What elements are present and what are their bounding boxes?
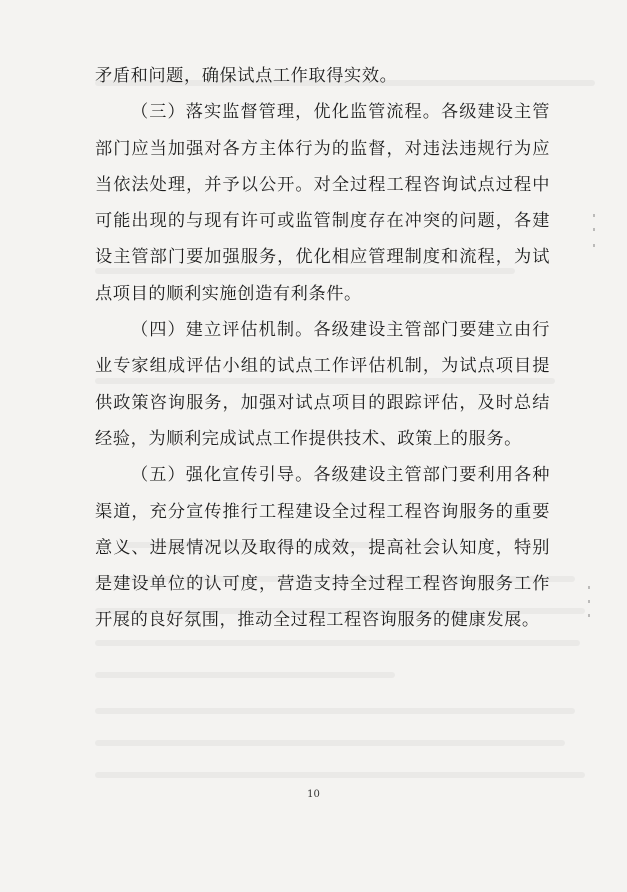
body-text	[95, 58, 550, 639]
page-number: 10	[307, 789, 320, 800]
paragraph-evaluation: （四）建立评估机制。各级建设主管部门要建立由行业专家组成评估小组的试点工作评估机制，为试点项目提供政策咨询服务，加强对试点项目的跟踪评估，及时总结经验，为顺利完成试点工作提供技术、政策上的服务。	[95, 320, 550, 449]
scan-speck	[593, 244, 595, 247]
bleed-through-line	[95, 740, 565, 746]
scan-speck	[593, 214, 595, 217]
paragraph-supervision: （三）落实监督管理，优化监管流程。各级建设主管部门应当加强对各方主体行为的监督，对违法违规行为应当依法处理，并予以公开。对全过程工程咨询试点过程中可能出现的与现有许可或监管制度存在冲突的问题，各建设主管部门要加强服务，优化相应管理制度和流程，为试点项目的顺利实施创造有利条件。	[95, 102, 550, 304]
paragraph-continuation: 矛盾和问题，确保试点工作取得实效。	[95, 66, 398, 86]
bleed-through-line	[95, 672, 395, 678]
bleed-through-line	[95, 640, 580, 646]
scan-speck	[588, 600, 590, 603]
scan-speck	[588, 614, 590, 617]
paragraph-publicity: （五）强化宣传引导。各级建设主管部门要利用各种渠道，充分宣传推行工程建设全过程工程咨询服务的重要意义、进展情况以及取得的成效，提高社会认知度，特别是建设单位的认可度，营造支持全过程工程咨询服务工作开展的良好氛围，推动全过程工程咨询服务的健康发展。	[95, 465, 550, 631]
scan-speck	[588, 586, 590, 589]
scan-speck	[593, 228, 595, 231]
bleed-through-line	[95, 772, 585, 778]
bleed-through-line	[95, 708, 575, 714]
